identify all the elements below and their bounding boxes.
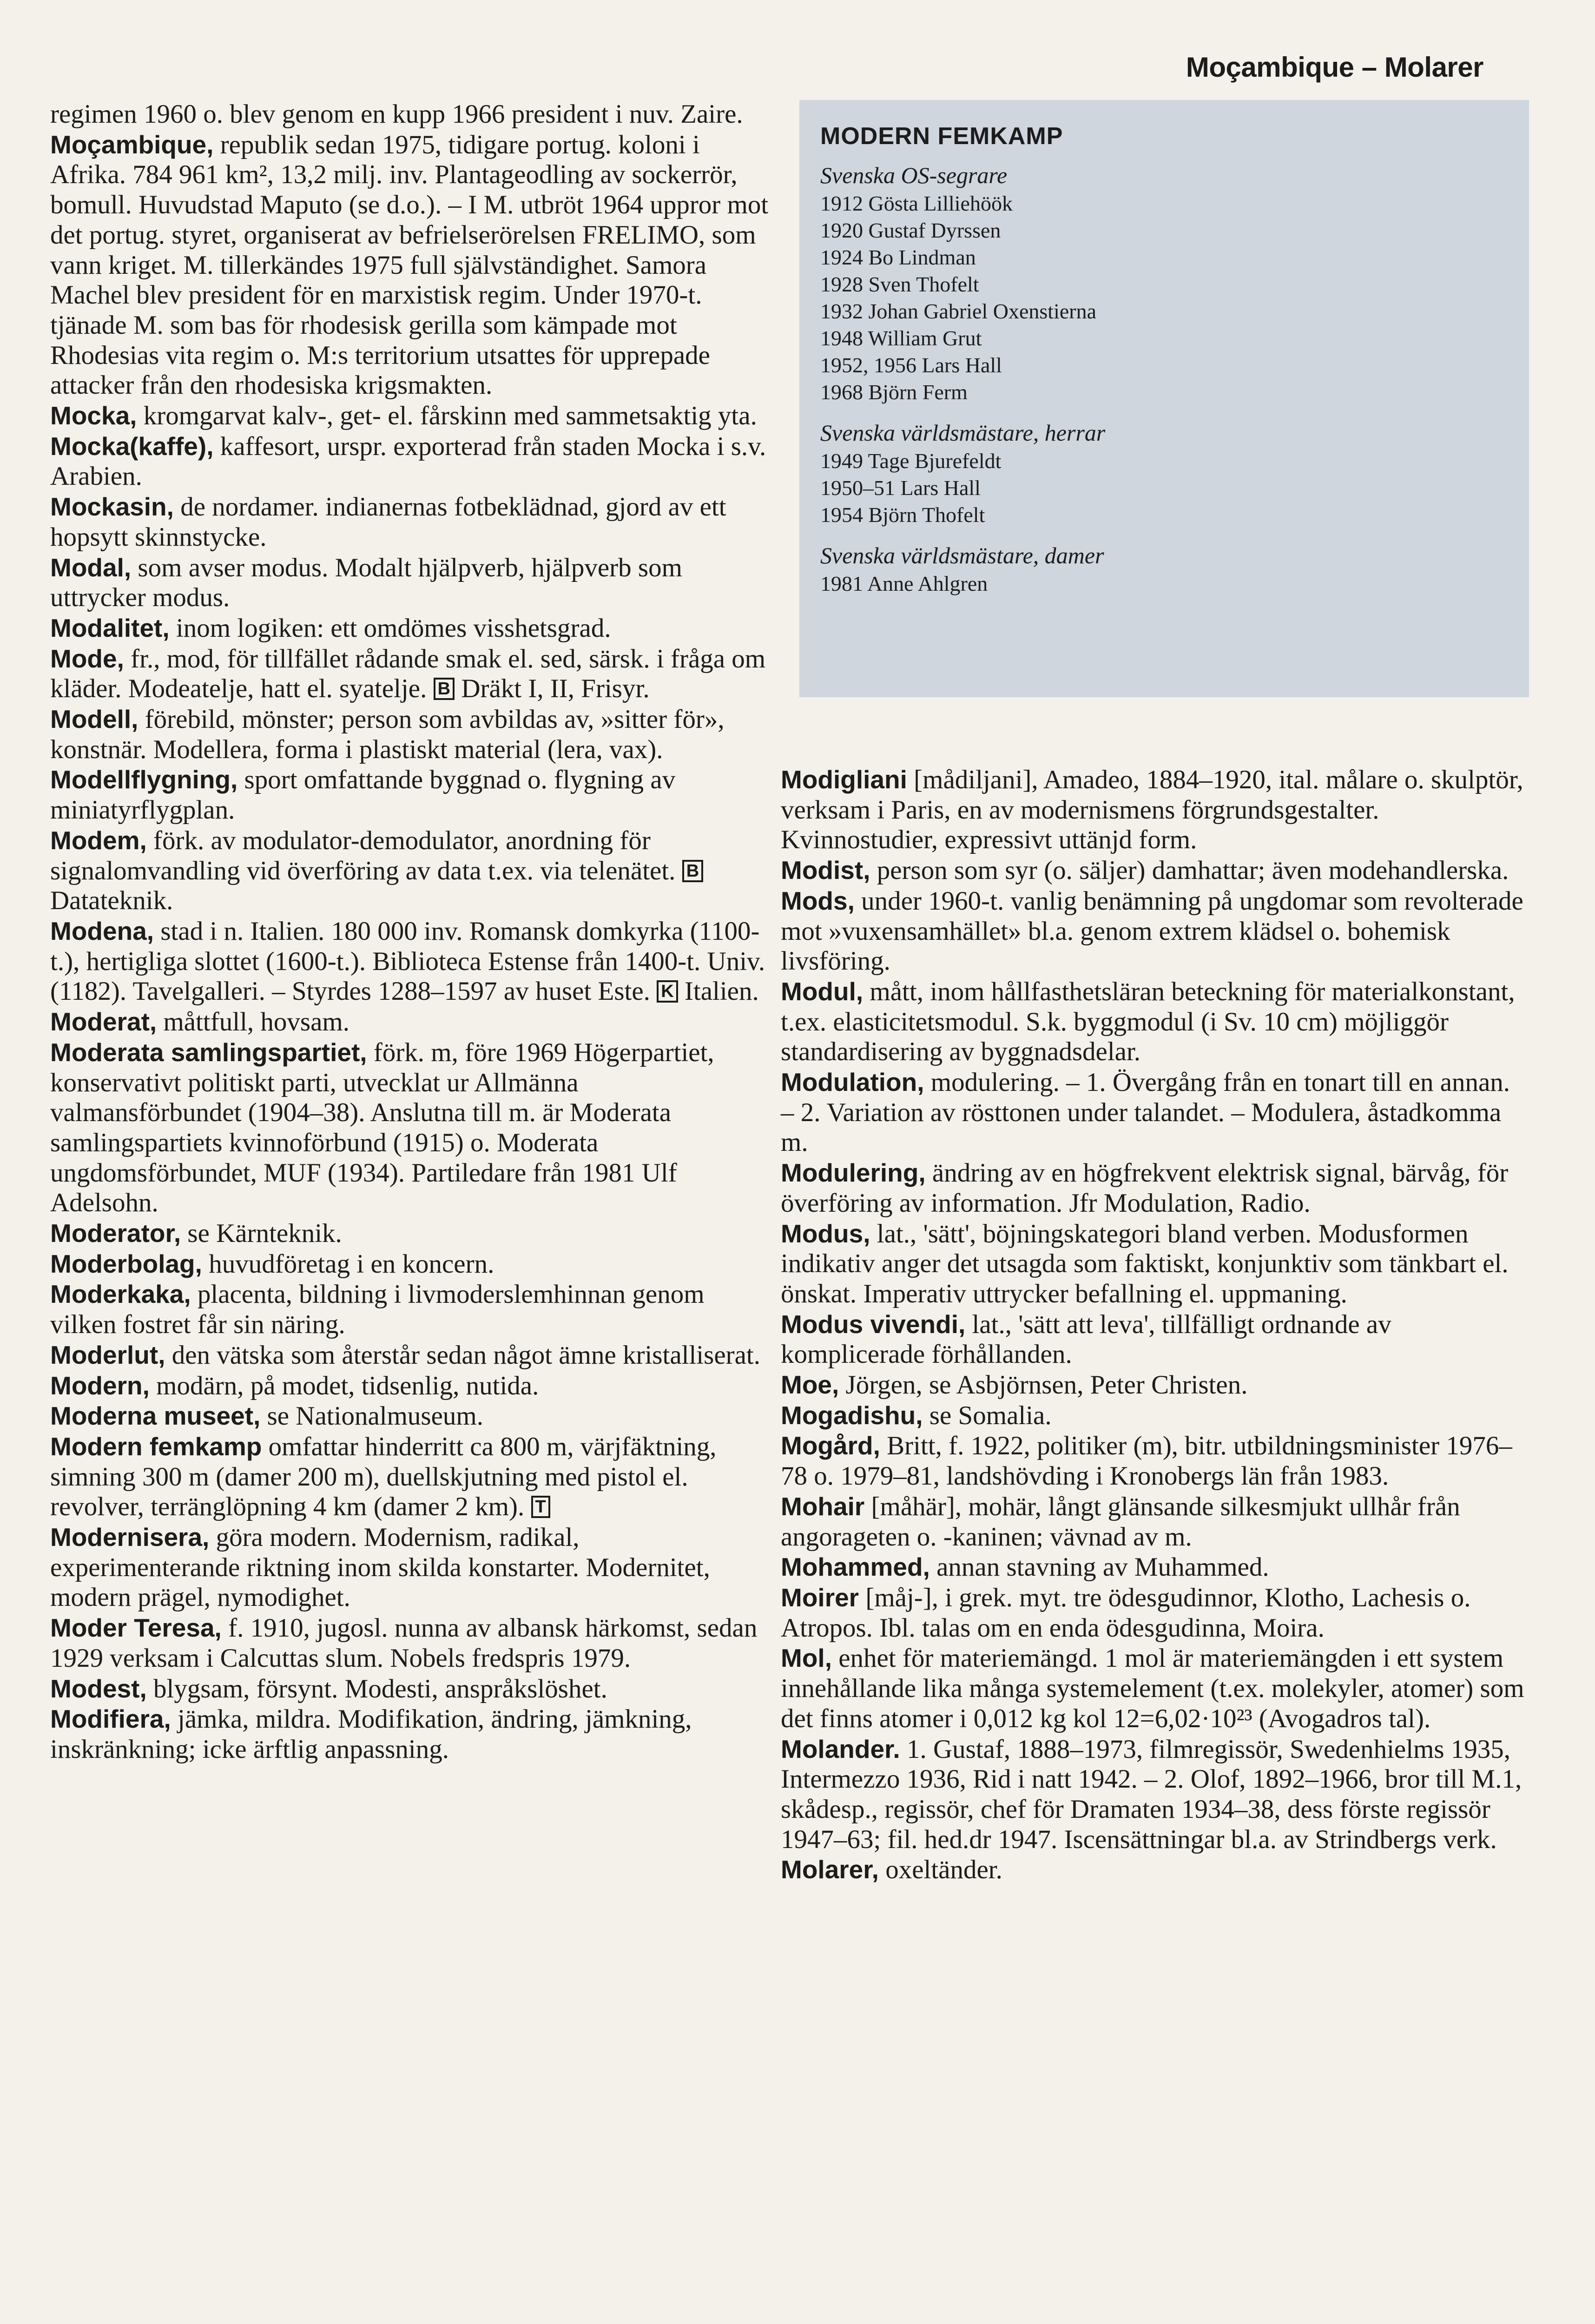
entry-headword: Modifiera, <box>50 1704 171 1734</box>
dictionary-entry <box>781 1552 1524 1583</box>
dictionary-entry <box>781 1370 1524 1400</box>
entry-headword: Modigliani <box>781 765 907 794</box>
entry-text: mått, inom hållfasthetsläran beteckning för materialkonstant, t.ex. elasticitetsmodul. S.k. byggmodul (i Sv. 10 cm) möjliggör standardisering av byggnadsdelar. <box>781 977 1515 1067</box>
dictionary-entry <box>50 1674 771 1704</box>
entry-headword: Moderat, <box>50 1007 157 1037</box>
entry-text: måttfull, hovsam. <box>157 1007 349 1037</box>
entry-text: förebild, mönster; person som avbildas av, »sitter för», konstnär. Modellera, forma i plastiskt material (lera, vax). <box>50 705 725 764</box>
entry-headword: Mohair <box>781 1492 865 1521</box>
entry-headword: Moderbolag, <box>50 1249 202 1278</box>
entry-text: fr., mod, för tillfället rådande smak el. sed, särsk. i fråga om kläder. Modeatelje, hatt el. syatelje. <box>50 644 766 704</box>
sidebar-box-row: 1924 Bo Lindman <box>820 245 976 269</box>
dictionary-entry <box>50 1218 771 1249</box>
entry-text: republik sedan 1975, tidigare portug. koloni i Afrika. 784 961 km², 13,2 milj. inv. Plantageodling av sockerrör, bomull. Huvudstad Maputo (se d.o.). – I M. utbröt 1964 uppror mot det portug. styret, organiserat av befrielserörelsen FRELIMO, som vann kriget. M. tillerkändes 1975 full självständighet. Samora Machel blev president för en marxistisk regim. Under 1970-t. tjänade M. som bas för rhodesisk gerilla som kämpade mot Rhodesias vita regim o. M:s territorium utsattes för upprepade attacker från den rhodesiska krigsmakten. <box>50 130 769 400</box>
entry-reference-text: Datateknik. <box>50 886 173 916</box>
dictionary-entry <box>781 1400 1524 1431</box>
entry-text: förk. m, före 1969 Högerpartiet, konservativt politiskt parti, utvecklat ur Allmänna valmansförbundet (1904–38). Anslutna till m. är Moderata samlingspartiets kvinnoförbund (1915) o. Moderata ungdomsförbundet, MUF (1934). Partiledare från 1981 Ulf Adelsohn. <box>50 1037 714 1218</box>
dictionary-entry <box>781 1067 1524 1158</box>
cross-reference-symbol: K <box>657 980 678 1003</box>
dictionary-entry <box>50 1249 771 1280</box>
running-head: Moçambique – Molarer <box>1186 52 1483 83</box>
entry-text: modärn, på modet, tidsenlig, nutida. <box>149 1371 539 1400</box>
dictionary-entry <box>781 1583 1524 1643</box>
entry-text: Jörgen, se Asbjörnsen, Peter Christen. <box>839 1370 1248 1400</box>
entry-text: se Kärnteknik. <box>181 1219 342 1248</box>
sidebar-box-heading: Svenska OS-segrare <box>820 162 1008 188</box>
entry-headword: Modem, <box>50 825 147 855</box>
entry-headword: Mockasin, <box>50 492 174 522</box>
entry-text: huvudföretag i en koncern. <box>202 1249 494 1279</box>
entry-headword: Modellflygning, <box>50 765 238 794</box>
entry-text: 1. Gustaf, 1888–1973, filmregissör, Swedenhielms 1935, Intermezzo 1936, Rid i natt 1942. – 2. Olof, 1892–1966, bror till M.1, skådesp., regissör, chef för Dramaten 1934–38, dess förste regissör 1947–63; fil. hed.dr 1947. Iscensättningar bl.a. av Strindbergs verk. <box>781 1734 1522 1854</box>
dictionary-entry <box>781 1643 1524 1734</box>
sidebar-box-section <box>820 541 1510 597</box>
entry-headword: Modal, <box>50 553 132 582</box>
dictionary-entry <box>781 765 1524 855</box>
entry-text: se Somalia. <box>923 1400 1052 1430</box>
sidebar-box-row: 1952, 1956 Lars Hall <box>820 353 1002 377</box>
dictionary-entry <box>781 855 1524 886</box>
dictionary-entry <box>50 1037 771 1218</box>
entry-text: kaffesort, urspr. exporterad från staden Mocka i s.v. Arabien. <box>50 431 766 491</box>
entry-headword: Modalitet, <box>50 613 170 642</box>
entry-text: person som syr (o. säljer) damhattar; även modehandlerska. <box>870 856 1509 885</box>
entry-headword: Modus vivendi, <box>781 1309 966 1339</box>
sidebar-box-title: MODERN FEMKAMP <box>820 123 1063 150</box>
dictionary-entry <box>50 613 771 644</box>
dictionary-entry <box>781 1734 1524 1855</box>
entry-text: Britt, f. 1922, politiker (m), bitr. utbildningsminister 1976–78 o. 1979–81, landshövding i Kronobergs län från 1983. <box>781 1431 1512 1491</box>
cross-reference-symbol: T <box>531 1496 550 1518</box>
entry-headword: Modena, <box>50 916 154 945</box>
dictionary-entry <box>50 130 771 401</box>
dictionary-entry <box>781 1158 1524 1218</box>
entry-text: [måhär], mohär, långt glänsande silkesmjukt ullhår från angorageten o. -kaninen; vävnad av m. <box>781 1492 1460 1552</box>
entry-headword: Modell, <box>50 705 138 734</box>
entry-headword: Mode, <box>50 644 124 673</box>
sidebar-box-row: 1948 William Grut <box>820 326 982 350</box>
entry-text: jämka, mildra. Modifikation, ändring, jämkning, inskränkning; icke ärftlig anpassning. <box>50 1704 692 1764</box>
dictionary-entry <box>50 492 771 552</box>
dictionary-entry <box>50 1522 771 1613</box>
dictionary-entry <box>781 977 1524 1067</box>
entry-headword: Modest, <box>50 1674 147 1703</box>
entry-headword: Moirer <box>781 1583 859 1612</box>
dictionary-entry <box>781 1219 1524 1309</box>
entry-text: som avser modus. Modalt hjälpverb, hjälpverb som uttrycker modus. <box>50 553 682 613</box>
entry-text: regimen 1960 o. blev genom en kupp 1966 president i nuv. Zaire. <box>50 99 743 129</box>
sidebar-box-row: 1928 Sven Thofelt <box>820 272 979 296</box>
entry-headword: Moçambique, <box>50 130 214 159</box>
cross-reference-symbol: B <box>434 678 455 700</box>
entry-headword: Modern, <box>50 1371 150 1400</box>
entry-headword: Moderator, <box>50 1219 181 1248</box>
entry-headword: Modernisera, <box>50 1523 210 1552</box>
entry-text: lat., 'sätt', böjningskategori bland verben. Modusformen indikativ anger det utsagda som faktiskt, konjunktiv som tänkbart el. önskat. Imperativ uttrycker befallning el. uppmaning. <box>781 1219 1509 1308</box>
sidebar-box-row: 1981 Anne Ahlgren <box>820 572 988 595</box>
entry-text: blygsam, försynt. Modesti, anspråkslöshet. <box>146 1674 607 1703</box>
entry-text: göra modern. Modernism, radikal, experimenterande riktning inom skilda konstarter. Modernitet, modern prägel, nymodighet. <box>50 1523 710 1612</box>
dictionary-entry <box>50 553 771 613</box>
dictionary-entry <box>781 1855 1524 1885</box>
entry-text: omfattar hinderritt ca 800 m, värjfäktning, simning 300 m (damer 200 m), duellskjutning med pistol el. revolver, terränglöpning 4 km (damer 2 km). <box>50 1432 717 1522</box>
entry-text: de nordamer. indianernas fotbeklädnad, gjord av ett hopsytt skinnstycke. <box>50 492 726 552</box>
entry-reference-text: Italien. <box>678 977 759 1006</box>
dictionary-entry <box>50 644 771 704</box>
entry-text: lat., 'sätt att leva', tillfälligt ordnande av komplicerade förhållanden. <box>781 1309 1391 1369</box>
dictionary-entry <box>50 1613 771 1673</box>
entry-text: oxeltänder. <box>878 1855 1002 1885</box>
entry-text: förk. av modulator-demodulator, anordning för signalomvandling vid överföring av data t.ex. via telenätet. <box>50 825 676 885</box>
sidebar-box-row: 1920 Gustaf Dyrssen <box>820 218 1001 242</box>
entry-reference-text: Dräkt I, II, Frisyr. <box>455 674 650 704</box>
sidebar-box-row: 1950–51 Lars Hall <box>820 476 981 500</box>
entry-headword: Molarer, <box>781 1855 879 1884</box>
dictionary-entry <box>50 431 771 492</box>
entry-headword: Moderna museet, <box>50 1401 261 1431</box>
dictionary-entry <box>781 1492 1524 1552</box>
entry-headword: Moder Teresa, <box>50 1613 222 1643</box>
sidebar-box-row: 1932 Johan Gabriel Oxenstierna <box>820 299 1097 323</box>
entry-text: enhet för materiemängd. 1 mol är materiemängden i ett system innehållande lika många systemelement (t.ex. molekyler, atomer) som det finns atomer i 0,012 kg kol 12=6,02·10²³ (Avogadros tal). <box>781 1644 1524 1733</box>
entry-headword: Modul, <box>781 977 863 1006</box>
left-column <box>50 99 771 1765</box>
dictionary-entry <box>50 704 771 765</box>
entry-text: modulering. – 1. Övergång från en tonart till en annan. – 2. Variation av rösttonen under talandet. – Modulera, åstadkomma m. <box>781 1068 1510 1157</box>
sidebar-box-heading: Svenska världsmästare, damer <box>820 542 1104 568</box>
dictionary-entry <box>50 1007 771 1037</box>
sidebar-box-modern-femkamp <box>799 100 1529 697</box>
entry-headword: Moderkaka, <box>50 1280 191 1309</box>
entry-headword: Modist, <box>781 856 870 885</box>
entry-headword: Modern femkamp <box>50 1432 262 1461</box>
cross-reference-symbol: B <box>682 860 703 882</box>
dictionary-entry <box>781 1431 1524 1491</box>
entry-text: ändring av en högfrekvent elektrisk signal, bärvåg, för överföring av information. Jfr Modulation, Radio. <box>781 1158 1509 1218</box>
dictionary-entry <box>781 886 1524 977</box>
dictionary-entry <box>50 1704 771 1764</box>
entry-headword: Mogård, <box>781 1431 880 1460</box>
entry-text: placenta, bildning i livmoderslemhinnan genom vilken fostret får sin näring. <box>50 1280 705 1340</box>
entry-headword: Modulation, <box>781 1068 924 1097</box>
entry-text: under 1960-t. vanlig benämning på ungdomar som revolterade mot »vuxensamhället» bl.a. genom extrem klädsel o. bohemisk livsföring. <box>781 886 1523 976</box>
dictionary-entry <box>50 1340 771 1371</box>
entry-text: [mådiljani], Amadeo, 1884–1920, ital. målare o. skulptör, verksam i Paris, en av modernismens förgrundsgestalter. Kvinnostudier, expressivt uttänjd form. <box>781 765 1523 855</box>
entry-headword: Molander. <box>781 1734 900 1763</box>
entry-headword: Modulering, <box>781 1158 926 1188</box>
entry-headword: Moderata samlingspartiet, <box>50 1037 367 1067</box>
sidebar-box-heading: Svenska världsmästare, herrar <box>820 420 1106 446</box>
sidebar-box-section <box>820 160 1510 406</box>
sidebar-box-row: 1949 Tage Bjurefeldt <box>820 449 1002 473</box>
dictionary-entry <box>50 825 771 916</box>
right-column <box>781 765 1524 1885</box>
entry-text: annan stavning av Muhammed. <box>929 1552 1269 1582</box>
entry-text: inom logiken: ett omdömes visshetsgrad. <box>169 613 611 643</box>
dictionary-entry <box>50 916 771 1007</box>
sidebar-box-sections <box>820 160 1510 597</box>
dictionary-entry <box>50 765 771 825</box>
entry-headword: Mogadishu, <box>781 1400 923 1430</box>
sidebar-box-row: 1968 Björn Ferm <box>820 380 968 404</box>
sidebar-box-row: 1954 Björn Thofelt <box>820 503 985 527</box>
dictionary-entry <box>50 1432 771 1522</box>
entry-text: stad i n. Italien. 180 000 inv. Romansk domkyrka (1100-t.), hertigliga slottet (1600-t.). Biblioteca Estense från 1400-t. Univ. (1182). Tavelgalleri. – Styrdes 1288–1597 av huset Este. <box>50 916 765 1006</box>
entry-text: se Nationalmuseum. <box>260 1401 483 1431</box>
entry-headword: Mods, <box>781 886 855 915</box>
entry-text: kromgarvat kalv-, get- el. fårskinn med sammetsaktig yta. <box>137 401 757 431</box>
sidebar-box-section <box>820 418 1510 528</box>
entry-headword: Moderlut, <box>50 1340 165 1369</box>
entry-text: [måj-], i grek. myt. tre ödesgudinnor, Klotho, Lachesis o. Atropos. Ibl. talas om en enda ödesgudinna, Moira. <box>781 1583 1471 1643</box>
entry-headword: Mocka(kaffe), <box>50 431 214 461</box>
entry-headword: Mohammed, <box>781 1552 930 1582</box>
entry-text: den vätska som återstår sedan något ämne kristalliserat. <box>165 1340 760 1370</box>
sidebar-box-row: 1912 Gösta Lilliehöök <box>820 191 1013 215</box>
entry-headword: Mocka, <box>50 401 137 430</box>
dictionary-entry <box>50 1279 771 1340</box>
entry-headword: Moe, <box>781 1370 839 1400</box>
dictionary-entry <box>50 99 771 130</box>
entry-headword: Modus, <box>781 1219 870 1248</box>
dictionary-entry <box>50 401 771 431</box>
entry-text: f. 1910, jugosl. nunna av albansk härkomst, sedan 1929 verksam i Calcuttas slum. Nobels fredspris 1979. <box>50 1613 758 1673</box>
entry-headword: Mol, <box>781 1644 832 1673</box>
dictionary-entry <box>781 1309 1524 1370</box>
entry-text: sport omfattande byggnad o. flygning av miniatyrflygplan. <box>50 765 676 825</box>
dictionary-entry <box>50 1371 771 1401</box>
dictionary-entry <box>50 1401 771 1432</box>
